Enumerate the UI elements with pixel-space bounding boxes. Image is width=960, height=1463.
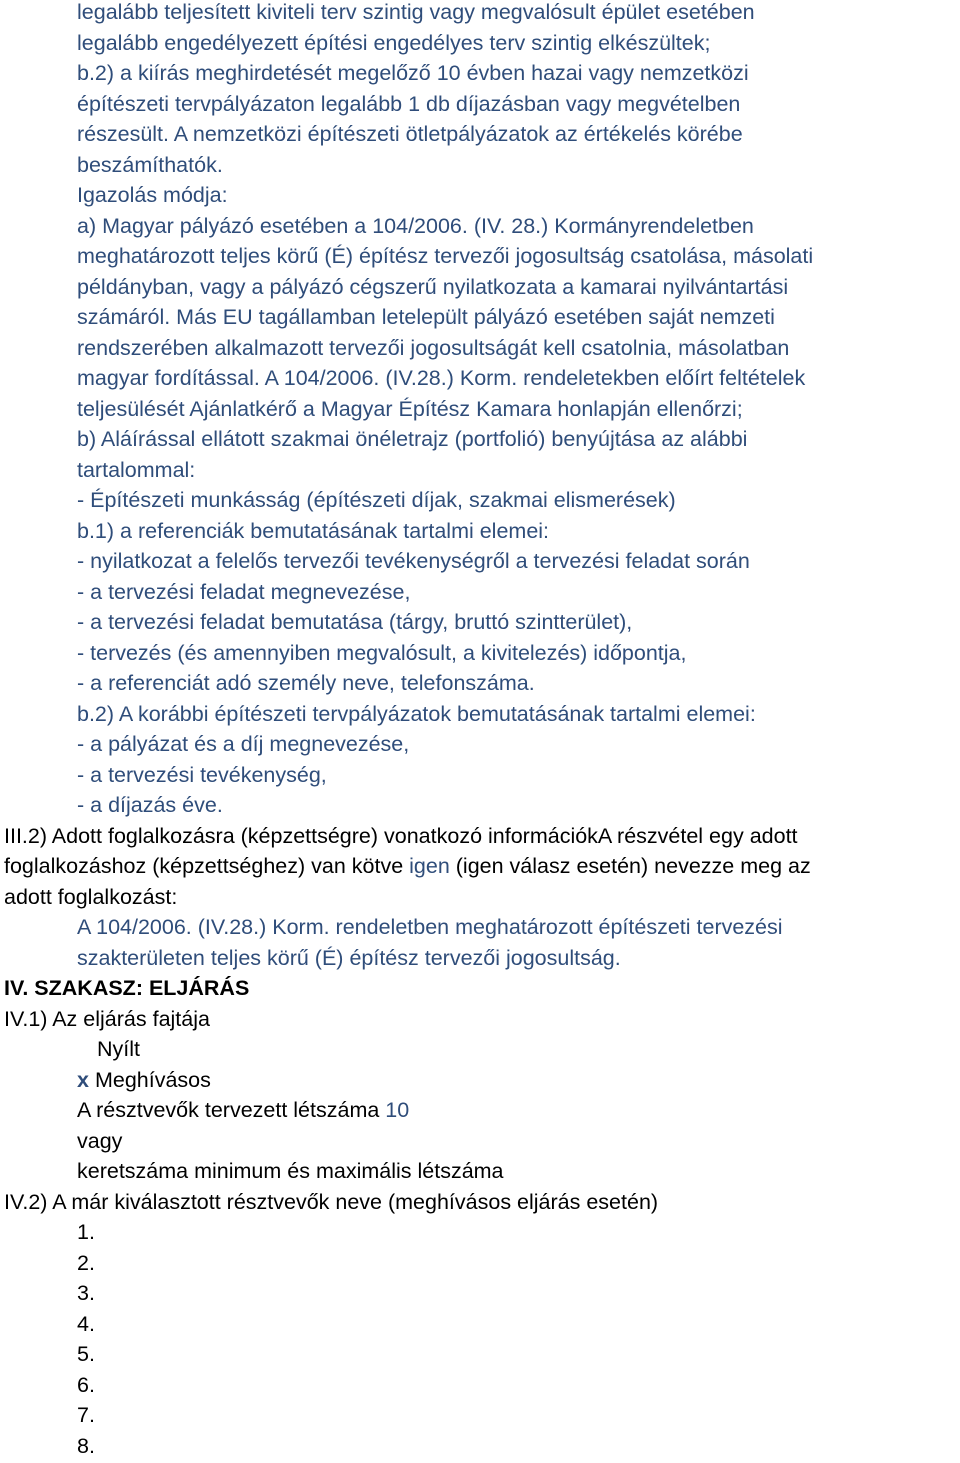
text-line: példányban, vagy a pályázó cégszerű nyilatkozata a kamarai nyilvántartási bbox=[77, 274, 789, 299]
or-text: vagy bbox=[77, 1128, 123, 1153]
text-line: - tervezés (és amennyiben megvalósult, a kivitelezés) időpontja, bbox=[77, 640, 687, 665]
question-text: (igen válasz esetén) nevezze meg az bbox=[449, 854, 811, 878]
list-number: 3. bbox=[77, 1281, 95, 1305]
text-line: - a díjazás éve. bbox=[77, 793, 223, 817]
text-line: - Építészeti munkásság (építészeti díjak, szakmai elismerések) bbox=[77, 488, 676, 512]
text-line: legalább engedélyezett építési engedélyes terv szintig elkészültek; bbox=[77, 30, 711, 55]
text-line: b) Aláírással ellátott szakmai önéletrajz (portfolió) benyújtása az alábbi bbox=[77, 427, 748, 451]
text-line: - a pályázat és a díj megnevezése, bbox=[77, 732, 410, 756]
list-number: 8. bbox=[77, 1433, 95, 1458]
list-number: 7. bbox=[77, 1403, 95, 1427]
occupation-answer: szakterületen teljes körű (É) építész tervezői jogosultság. bbox=[77, 945, 621, 970]
selected-mark: x bbox=[77, 1067, 89, 1092]
participants-label: A résztvevők tervezett létszáma bbox=[77, 1098, 386, 1122]
text-line: - a tervezési feladat bemutatása (tárgy, bruttó szintterület), bbox=[77, 610, 633, 634]
text-line: Igazolás módja: bbox=[77, 183, 228, 207]
text-line: teljesülését Ajánlatkérő a Magyar Építész Kamara honlapján ellenőrzi; bbox=[77, 396, 743, 421]
text-line: magyar fordítással. A 104/2006. (IV.28.) Korm. rendeletekben előírt feltételek bbox=[77, 366, 806, 390]
text-line: meghatározott teljes körű (É) építész tervezői jogosultság csatolása, másolati bbox=[77, 244, 814, 268]
section-3-2-heading: III.2) Adott foglalkozásra (képzettségre) vonatkozó információkA részvétel egy adott bbox=[4, 823, 798, 848]
section-heading: IV. SZAKASZ: ELJÁRÁS bbox=[4, 976, 250, 1000]
section-3-2 bbox=[0, 821, 960, 974]
text-line: rendszerében alkalmazott tervezői jogosultságát kell csatolnia, másolatban bbox=[77, 335, 790, 360]
text-line: b.2) A korábbi építészeti tervpályázatok bemutatásának tartalmi elemei: bbox=[77, 701, 756, 726]
text-line: b.2) a kiírás meghirdetését megelőző 10 évben hazai vagy nemzetközi bbox=[77, 61, 749, 85]
answer-value: igen bbox=[409, 854, 450, 878]
subsection-heading: IV.2) A már kiválasztott résztvevők neve (meghívásos eljárás esetén) bbox=[4, 1189, 659, 1214]
option-invited bbox=[0, 1065, 960, 1096]
list-number: 6. bbox=[77, 1372, 95, 1397]
text-line: legalább teljesített kiviteli terv szintig vagy megvalósult épület esetében bbox=[77, 0, 755, 24]
text-line: beszámíthatók. bbox=[77, 152, 223, 177]
subsection-heading: IV.1) Az eljárás fajtája bbox=[4, 1006, 210, 1031]
participants-value: 10 bbox=[385, 1098, 410, 1122]
text-line: - a tervezési feladat megnevezése, bbox=[77, 579, 411, 604]
list-number: 5. bbox=[77, 1342, 95, 1366]
question-text: foglalkozáshoz (képzettséghez) van kötve bbox=[4, 854, 410, 878]
text-line: tartalommal: bbox=[77, 457, 196, 482]
text-line: részesült. A nemzetközi építészeti ötletpályázatok az értékelés körébe bbox=[77, 122, 743, 146]
list-number: 2. bbox=[77, 1250, 95, 1275]
text-line: - a referenciát adó személy neve, telefonszáma. bbox=[77, 671, 535, 695]
option-label: Meghívásos bbox=[94, 1067, 211, 1092]
occupation-answer: A 104/2006. (IV.28.) Korm. rendeletben meghatározott építészeti tervezési bbox=[77, 915, 783, 939]
text-line: építészeti tervpályázaton legalább 1 db díjazásban vagy megvételben bbox=[77, 91, 741, 116]
text-line: a) Magyar pályázó esetében a 104/2006. (IV. 28.) Kormányrendeletben bbox=[77, 213, 754, 238]
option-open: Nyílt bbox=[97, 1037, 140, 1061]
text-line: számáról. Más EU tagállamban letelepült pályázó esetében saját nemzeti bbox=[77, 305, 775, 329]
frame-count: keretszáma minimum és maximális létszáma bbox=[77, 1159, 504, 1183]
section-3-2-question-end: adott foglalkozást: bbox=[4, 884, 178, 909]
section-3-2-question bbox=[0, 851, 960, 882]
text-line: - a tervezési tevékenység, bbox=[77, 762, 327, 787]
participants-count bbox=[0, 1095, 960, 1126]
list-number: 4. bbox=[77, 1311, 95, 1336]
text-line: b.1) a referenciák bemutatásának tartalmi elemei: bbox=[77, 518, 550, 543]
list-number: 1. bbox=[77, 1220, 95, 1244]
section-4 bbox=[0, 973, 960, 1461]
text-line: - nyilatkozat a felelős tervezői tevékenységről a tervezési feladat során bbox=[77, 549, 750, 573]
